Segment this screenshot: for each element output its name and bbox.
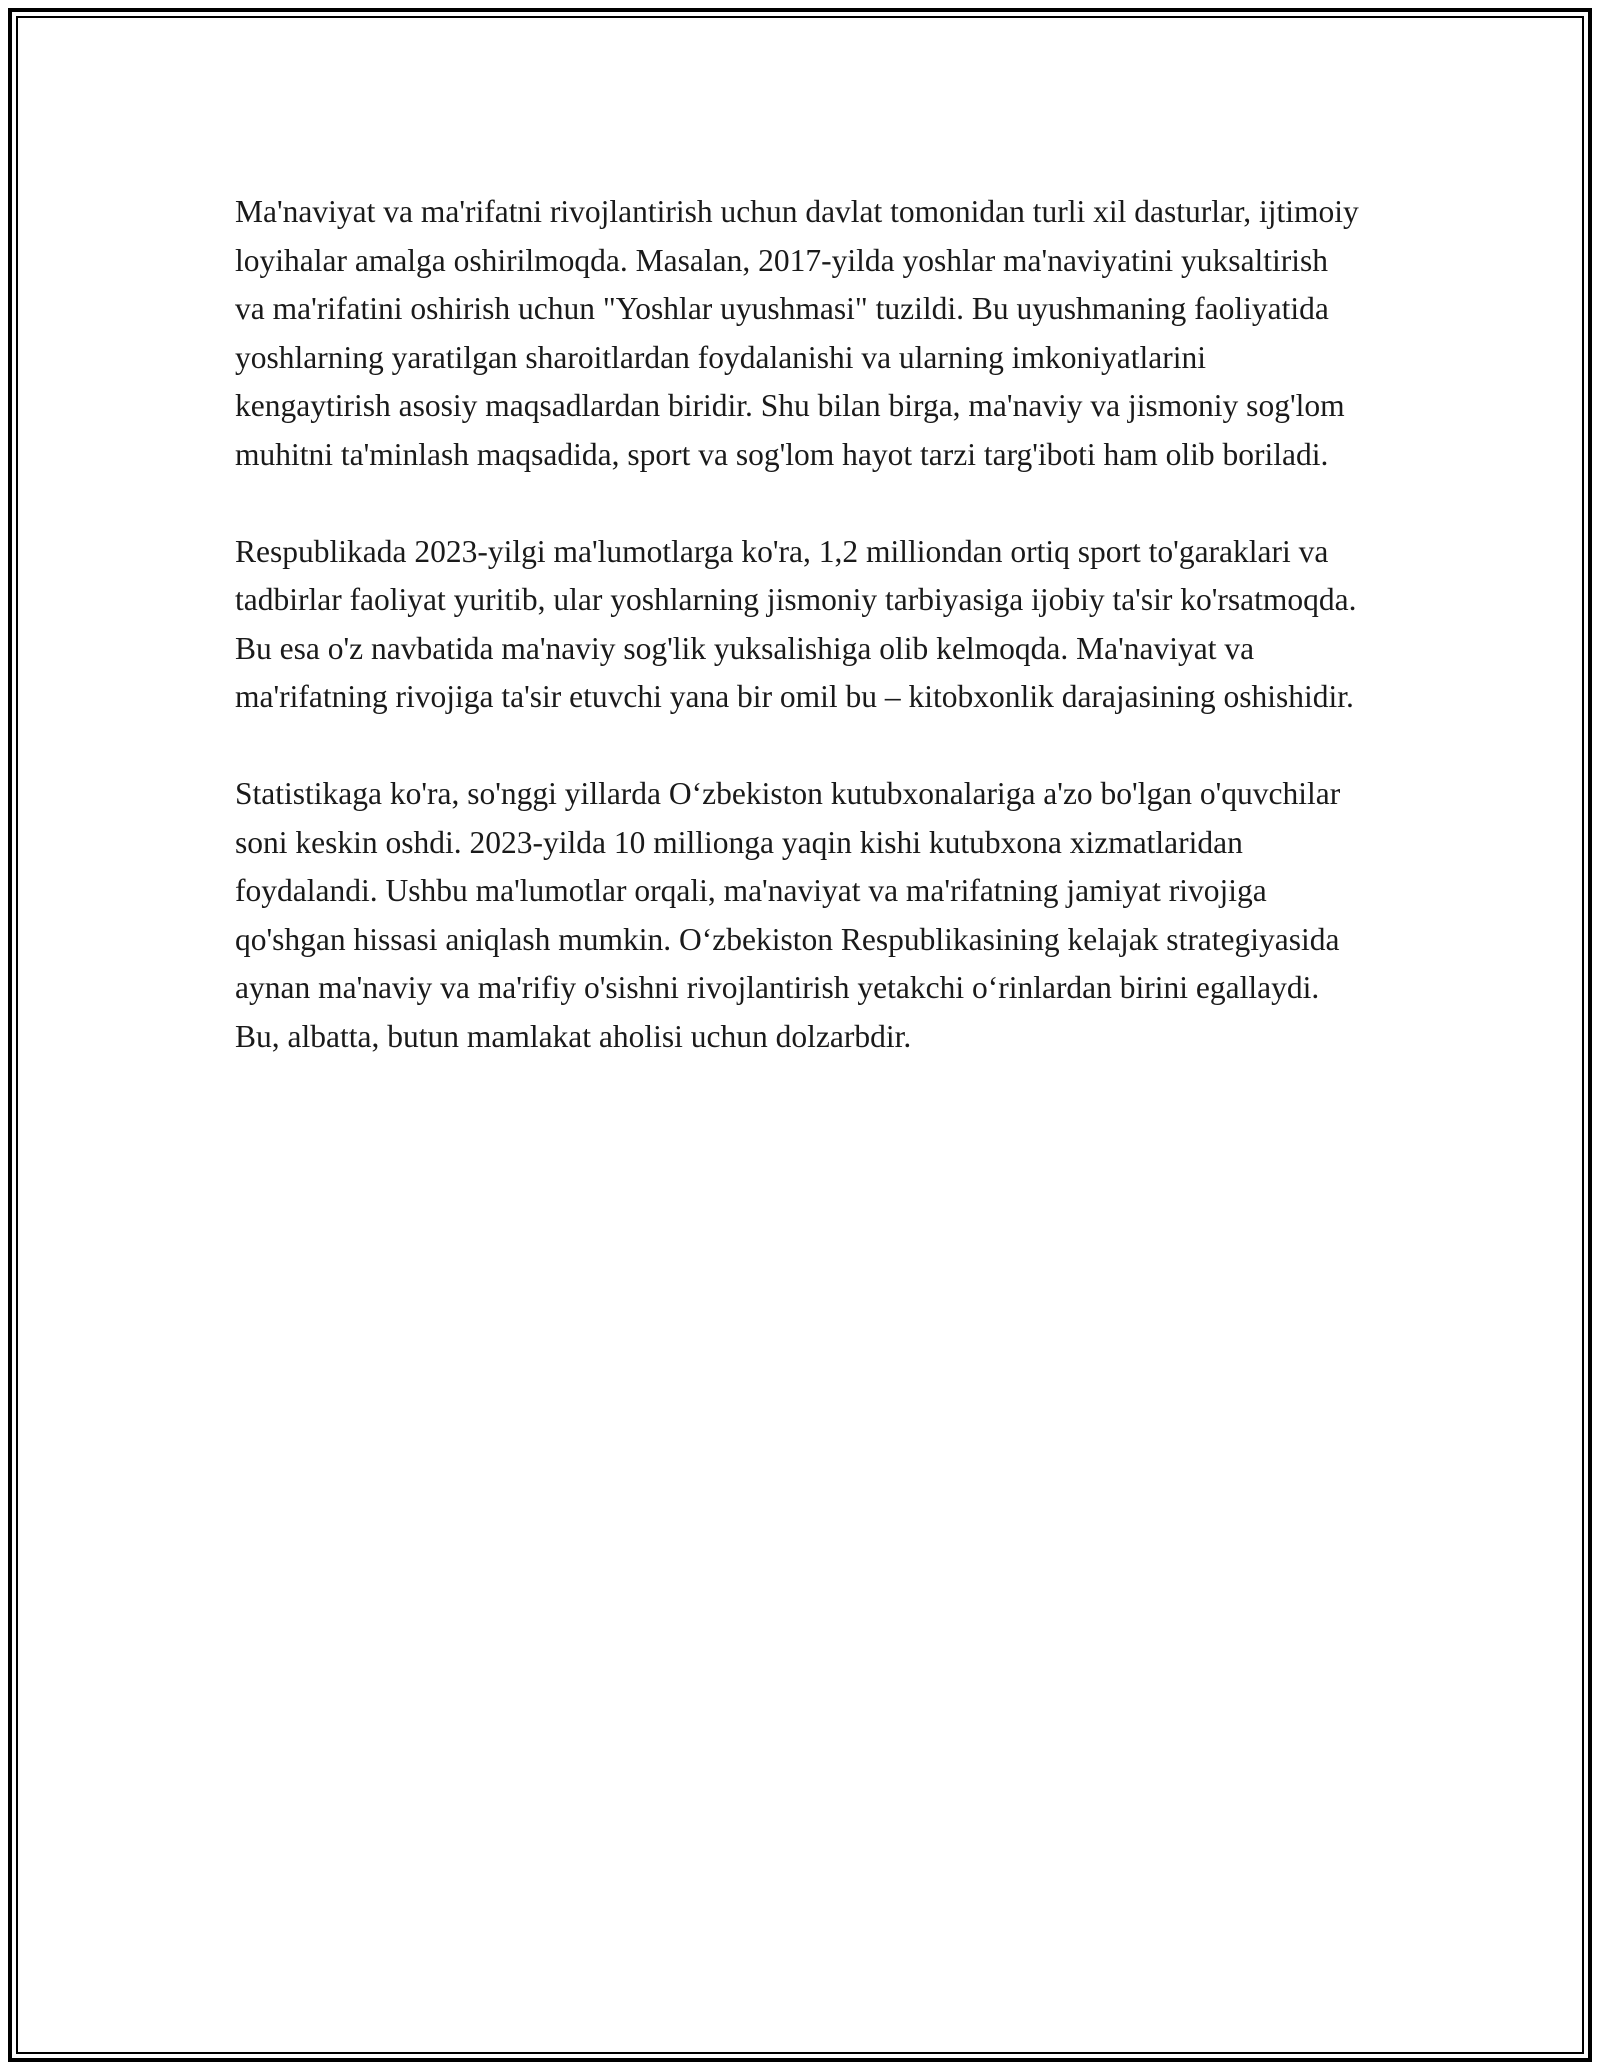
paragraph-2: Respublikada 2023-yilgi ma'lumotlarga ko'ra, 1,2 milliondan ortiq sport to'garaklari va tadbirlar faoliyat yuritib, ular yoshlarning jismoniy tarbiyasiga ijobiy ta'sir ko'rsatmoqda. Bu esa o'z navbatida ma'naviy sog'lik yuksalishiga olib kelmoqda. Ma'naviyat va ma'rifatning rivojiga ta'sir etuvchi yana bir omil bu – kitobxonlik darajasining oshishidir. [235,533,1357,714]
document-body [235,188,1365,1110]
paragraph-3: Statistikaga ko'ra, so'nggi yillarda Oʻzbekiston kutubxonalariga a'zo bo'lgan o'quvchilar soni keskin oshdi. 2023-yilda 10 millionga yaqin kishi kutubxona xizmatlaridan foydalandi. Ushbu ma'lumotlar orqali, ma'naviyat va ma'rifatning jamiyat rivojiga qo'shgan hissasi aniqlash mumkin. Oʻzbekiston Respublikasining kelajak strategiyasida aynan ma'naviy va ma'rifiy o'sishni rivojlantirish yetakchi oʻrinlardan birini egallaydi. Bu, albatta, butun mamlakat aholisi uchun dolzarbdir. [235,776,1341,1054]
paragraph-1: Ma'naviyat va ma'rifatni rivojlantirish uchun davlat tomonidan turli xil dasturlar, ijtimoiy loyihalar amalga oshirilmoqda. Masalan, 2017-yilda yoshlar ma'naviyatini yuksaltirish va ma'rifatini oshirish uchun "Yoshlar uyushmasi" tuzildi. Bu uyushmaning faoliyatida yoshlarning yaratilgan sharoitlardan foydalanishi va ularning imkoniyatlarini kengaytirish asosiy maqsadlardan biridir. Shu bilan birga, ma'naviy va jismoniy sog'lom muhitni ta'minlash maqsadida, sport va sog'lom hayot tarzi targ'iboti ham olib boriladi. [235,194,1359,472]
